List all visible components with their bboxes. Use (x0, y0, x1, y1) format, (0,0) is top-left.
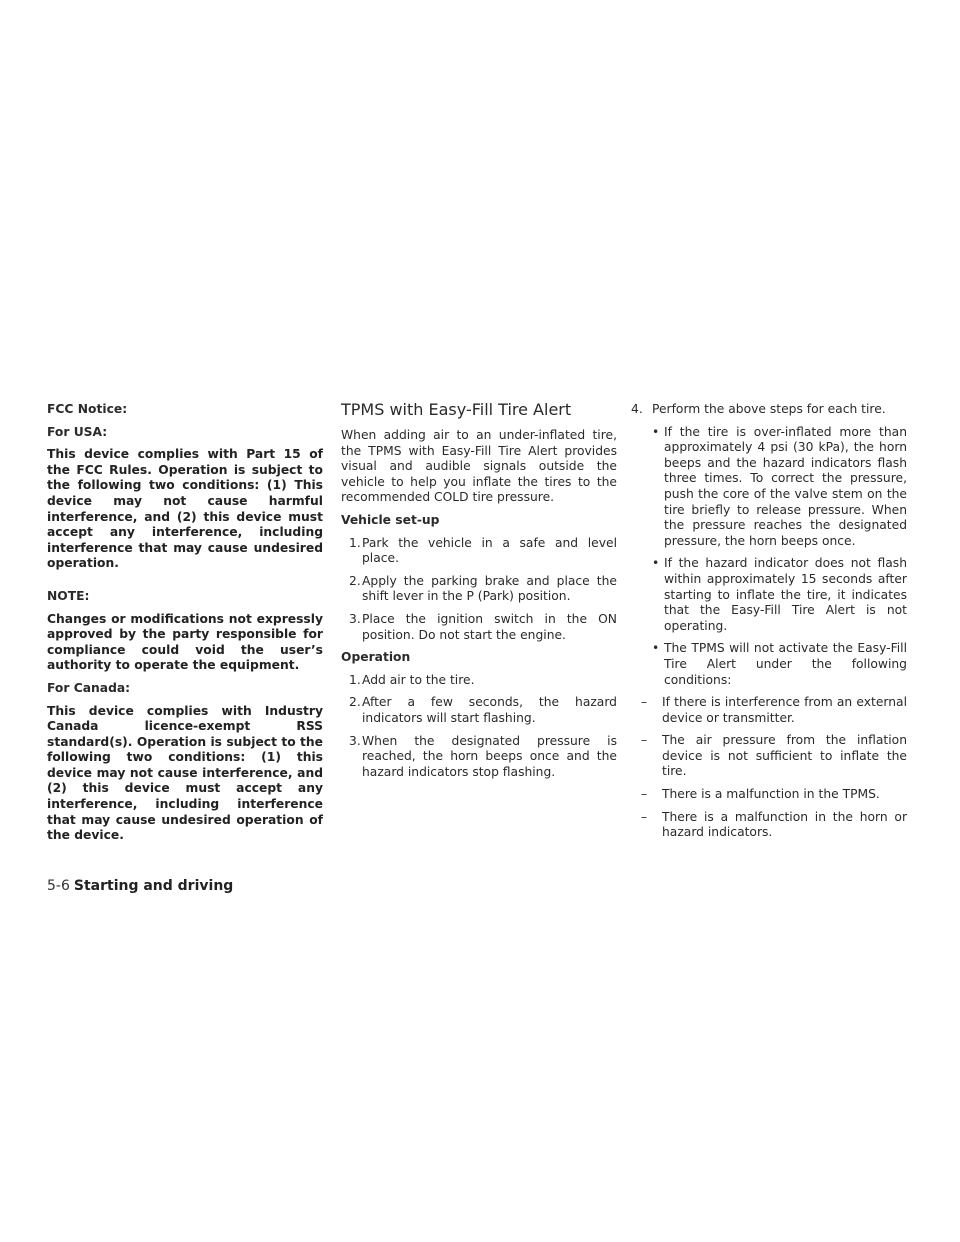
setup-steps-list (341, 536, 617, 644)
step-text: Place the ignition switch in the ON position. Do not start the engine. (362, 611, 617, 642)
condition-text: If there is interference from an external device or transmitter. (662, 695, 907, 725)
operation-heading: Operation (341, 650, 411, 665)
list-item (652, 556, 907, 634)
list-item (341, 673, 617, 689)
list-item (341, 734, 617, 781)
bullet-text: The TPMS will not activate the Easy-Fill Tire Alert under the following conditions: (664, 641, 907, 687)
step-text: When the designated pressure is reached, the horn beeps once and the hazard indicators stop flashing. (362, 733, 617, 779)
bullet-text: If the tire is over-inflated more than approximately 4 psi (30 kPa), the horn beeps and the hazard indicators flash three times. To correct the pressure, push the core of the valve stem on the tire briefly to release pressure. When the pressure reaches the designated pressure, the horn beeps once. (664, 424, 907, 548)
tpms-continued-column (631, 402, 907, 848)
note-text: Changes or modifications not expressly approved by the party responsible for compliance could void the user’s authority to operate the equipment. (47, 611, 323, 673)
list-item (641, 733, 907, 780)
vehicle-setup-heading: Vehicle set-up (341, 512, 440, 527)
operation-steps-list (341, 673, 617, 781)
step-text: Park the vehicle in a safe and level place. (362, 535, 617, 566)
dash-mark: – (641, 733, 648, 748)
section-title: TPMS with Easy-Fill Tire Alert (341, 400, 572, 419)
page-number: 5-6 (47, 878, 70, 894)
list-item (652, 641, 907, 688)
fcc-column (47, 402, 323, 851)
step-number: 3. (349, 733, 361, 748)
list-item (641, 810, 907, 841)
usa-compliance-text: This device complies with Part 15 of the FCC Rules. Operation is subject to the following two conditions: (1) This device may not cause harmful interference, and (2) this device must accept any interference, including interference that may cause undesired operation. (47, 447, 323, 571)
step-text: Apply the parking brake and place the shift lever in the P (Park) position. (362, 573, 617, 604)
bullet-mark: • (652, 424, 660, 439)
bullet-list (631, 425, 907, 689)
for-canada-heading: For Canada: (47, 680, 131, 695)
bullet-text: If the hazard indicator does not flash within approximately 15 seconds after starting to inflate the tire, it indicates that the Easy-Fill Tire Alert is not operating. (664, 556, 907, 633)
condition-list (631, 695, 907, 841)
list-item (341, 574, 617, 605)
step-number: 2. (349, 695, 361, 710)
list-item (341, 695, 617, 726)
note-heading: NOTE: (47, 588, 90, 603)
step-text: After a few seconds, the hazard indicators will start flashing. (362, 695, 617, 725)
dash-mark: – (641, 695, 648, 710)
intro-paragraph: When adding air to an under-inflated tire, the TPMS with Easy-Fill Tire Alert provides visual and audible signals outside the vehicle to help you inflate the tires to the recommended COLD tire pressure. (341, 428, 617, 505)
step-number: 2. (349, 573, 361, 588)
section-name: Starting and driving (73, 878, 234, 894)
bullet-mark: • (652, 556, 660, 571)
dash-mark: – (641, 809, 648, 824)
condition-text: There is a malfunction in the horn or hazard indicators. (662, 809, 907, 840)
for-usa-heading: For USA: (47, 424, 108, 439)
list-item (341, 536, 617, 567)
dash-mark: – (641, 787, 648, 802)
step-number: 1. (349, 535, 361, 550)
list-item (641, 787, 907, 803)
bullet-mark: • (652, 641, 660, 656)
tpms-column (341, 402, 617, 787)
step-number: 1. (349, 672, 361, 687)
step-text: Add air to the tire. (362, 672, 475, 687)
canada-compliance-text: This device complies with Industry Canada licence-exempt RSS standard(s). Operation is subject to the following two conditions: (1) this device may not cause interference, and (2) this device must accept any interference, including interference that may cause undesired operation of the device. (47, 703, 323, 843)
page-footer (47, 878, 233, 894)
step-number: 3. (349, 611, 361, 626)
list-item (341, 612, 617, 643)
fcc-notice-heading: FCC Notice: (47, 402, 128, 416)
condition-text: There is a malfunction in the TPMS. (662, 787, 880, 802)
condition-text: The air pressure from the inflation device is not sufficient to inflate the tire. (662, 733, 907, 779)
list-item (652, 425, 907, 550)
list-item (641, 695, 907, 726)
step-number: 4. (631, 402, 643, 416)
step-text: Perform the above steps for each tire. (652, 402, 886, 416)
step-4 (631, 402, 907, 418)
